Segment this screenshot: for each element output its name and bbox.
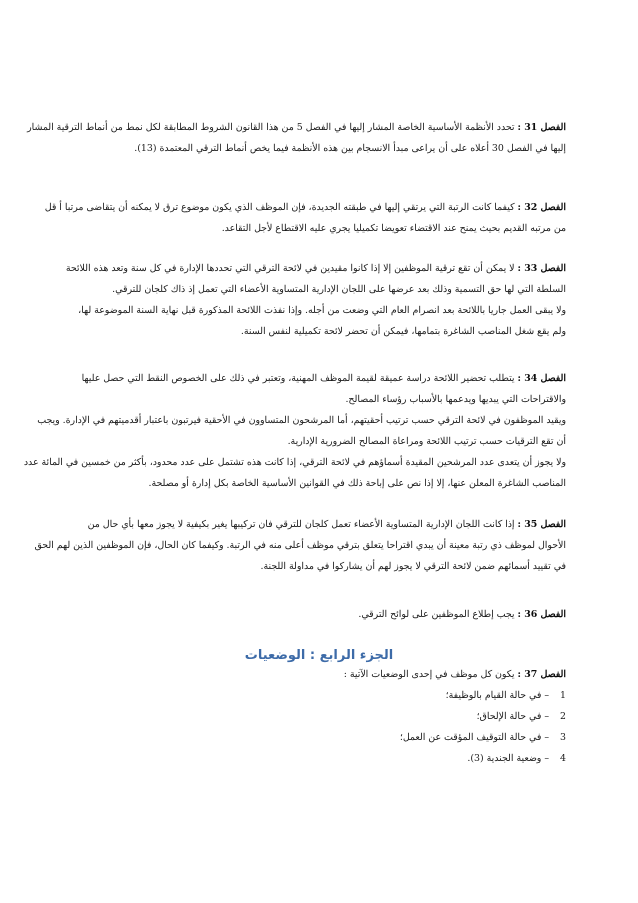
article-31 <box>27 117 566 159</box>
article-label: الفصل 34 : <box>517 373 566 384</box>
article-line: والاقتراحات التي يبديها ويدعمها بالأسباب رؤساء المصالح. <box>345 394 566 405</box>
article-line: الفصل 36 : يجب إطلاع الموظفين على لوائح الترقي. <box>358 609 566 620</box>
article-line: الفصل 37 : يكون كل موظف في إحدى الوضعيات الآتية : <box>343 669 566 680</box>
article-label: الفصل 37 : <box>517 669 566 680</box>
article-label: الفصل 36 : <box>517 609 566 620</box>
article-line: ولا يبقى العمل جاريا باللائحة بعد انصرام العام التي وضعت من أجله. وإذا نفذت اللائحة المذكورة قبل نهاية السنة الموضوعة لها، <box>78 305 566 316</box>
article-line: الأحوال لموظف ذي رتبة معينة أن يبدي اقتراحا يتعلق بترقي موظف أعلى منه في الرتبة. وكيفما كان الحال، فإن الموظفين الذين لهم الحق <box>34 540 566 551</box>
article-line: المناصب الشاغرة المعلن عنها، إلا إذا نص على إباحة ذلك في القوانين الأساسية الخاصة بكل إدارة أو مصلحة. <box>148 478 566 489</box>
part-title: الجزء الرابع : الوضعيات <box>244 648 394 663</box>
article-line: الفصل 35 : إذا كانت اللجان الإدارية المتساوية الأعضاء تعمل كلجان للترقي فان تركيبها يغير بكيفية لا يجوز معها بأي حال من <box>87 519 566 530</box>
article-label: الفصل 35 : <box>517 519 566 530</box>
article-33 <box>58 258 566 342</box>
article-line: الفصل 34 : يتطلب تحضير اللائحة دراسة عميقة لقيمة الموظف المهنية، وتعتبر في ذلك على الخصوص النقط التي حصل عليها <box>81 373 566 384</box>
article-line: أن تقع الترقيات حسب ترتيب اللائحة ومراعاة المصالح الضرورية الإدارية. <box>287 436 566 447</box>
article-36 <box>58 604 566 625</box>
article-37 <box>58 664 566 769</box>
article-label: الفصل 32 : <box>517 202 566 213</box>
list-item: 4 – وضعية الجندية (3). <box>467 753 566 764</box>
article-line: الفصل 31 : تحدد الأنظمة الأساسية الخاصة المشار إليها في الفصل 5 من هذا القانون الشروط المطابقة لكل نمط من أنماط الترقية المشار <box>27 122 566 133</box>
article-line: من مرتبه القديم بحيث يمنح عند الاقتضاء تعويضا تكميليا يجري عليه الاقتطاع لأجل التقاعد. <box>221 223 566 234</box>
article-line: السلطة التي لها حق التسمية وذلك بعد عرضها على اللجان الإدارية المتساوية الأعضاء التي تعمل إذ ذاك كلجان للترقي. <box>112 284 566 295</box>
article-line: ولم يقع شغل المناصب الشاغرة بتمامها، فيمكن أن تحضر لائحة تكميلية لنفس السنة. <box>240 326 566 337</box>
article-line: الفصل 32 : كيفما كانت الرتبة التي يرتقي إليها في طبقته الجديدة، فإن الموظف الذي يكون موضوع ترق لا يمكنه أن يتقاضى مرتبا أ قل <box>44 202 566 213</box>
list-item: 1 – في حالة القيام بالوظيفة؛ <box>445 690 566 701</box>
article-label: الفصل 31 : <box>517 122 566 133</box>
article-line: ولا يجوز أن يتعدى عدد المرشحين المقيدة أسماؤهم في لائحة الترقي، إذا كانت هذه تشتمل على عدد محدود، بأكثر من خمسين في المائة عدد <box>23 457 566 468</box>
article-line: في تقييد أسمائهم ضمن لائحة الترقي لا يجوز لهم أن يشاركوا في مداولة اللجنة. <box>260 561 566 572</box>
list-item: 3 – في حالة التوقيف المؤقت عن العمل؛ <box>399 732 566 743</box>
article-line: الفصل 33 : لا يمكن أن تقع ترقية الموظفين إلا إذا كانوا مقيدين في لائحة الترقي التي تحددها الإدارة في كل سنة وتعد هذه اللائحة <box>65 263 566 274</box>
article-34 <box>23 368 566 494</box>
article-35 <box>34 514 566 577</box>
article-line: ويقيد الموظفون في لائحة الترقي حسب ترتيب أحقيتهم، أما المرشحون المتساوون في الأحقية فيرتبون باعتبار أقدميتهم في الإدارة. ويجب <box>37 415 566 426</box>
article-label: الفصل 33 : <box>517 263 566 274</box>
article-line: إليها في الفصل 30 أعلاه على أن يراعى مبدأ الانسجام بين هذه الأنظمة فيما يخص أنماط الترقي المعتمدة (13). <box>134 143 566 154</box>
list-item: 2 – في حالة الإلحاق؛ <box>476 711 566 722</box>
article-32 <box>44 197 566 239</box>
